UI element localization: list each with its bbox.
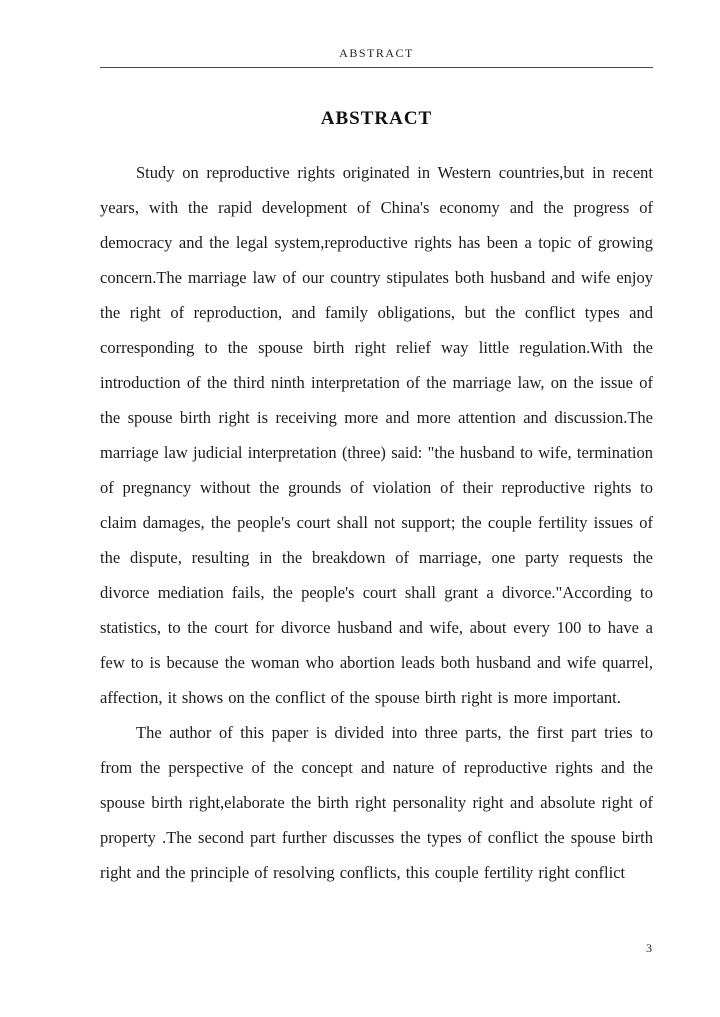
abstract-body	[100, 155, 653, 890]
page-footer	[646, 939, 652, 957]
header-divider	[100, 67, 653, 68]
paragraph-2: The author of this paper is divided into three parts, the first part tries to from the perspective of the concept and nature of reproductive rights and the spouse birth right,elaborate the birth right personality right and absolute right of property .The second part further discusses the types of conflict the spouse birth right and the principle of resolving conflicts, this couple fertility right conflict	[100, 723, 653, 882]
running-header	[100, 44, 653, 68]
paragraph-1: Study on reproductive rights originated in Western countries,but in recent years, with the rapid development of China's economy and the progress of democracy and the legal system,reproductive rights has been a topic of growing concern.The marriage law of our country stipulates both husband and wife enjoy the right of reproduction, and family obligations, but the conflict types and corresponding to the spouse birth right relief way little regulation.With the introduction of the third ninth interpretation of the marriage law, on the issue of the spouse birth right is receiving more and more attention and discussion.The marriage law judicial interpretation (three) said: "the husband to wife, termination of pregnancy without the grounds of violation of their reproductive rights to claim damages, the people's court shall not support; the couple fertility issues of the dispute, resulting in the breakdown of marriage, one party requests the divorce mediation fails, the people's court shall grant a divorce."According to statistics, to the court for divorce husband and wife, about every 100 to have a few to is because the woman who abortion leads both husband and wife quarrel, affection, it shows on the conflict of the spouse birth right is more important.	[100, 163, 653, 707]
page-number: 3	[646, 941, 652, 955]
abstract-title: ABSTRACT	[320, 108, 433, 129]
running-header-text: ABSTRACT	[339, 46, 414, 60]
